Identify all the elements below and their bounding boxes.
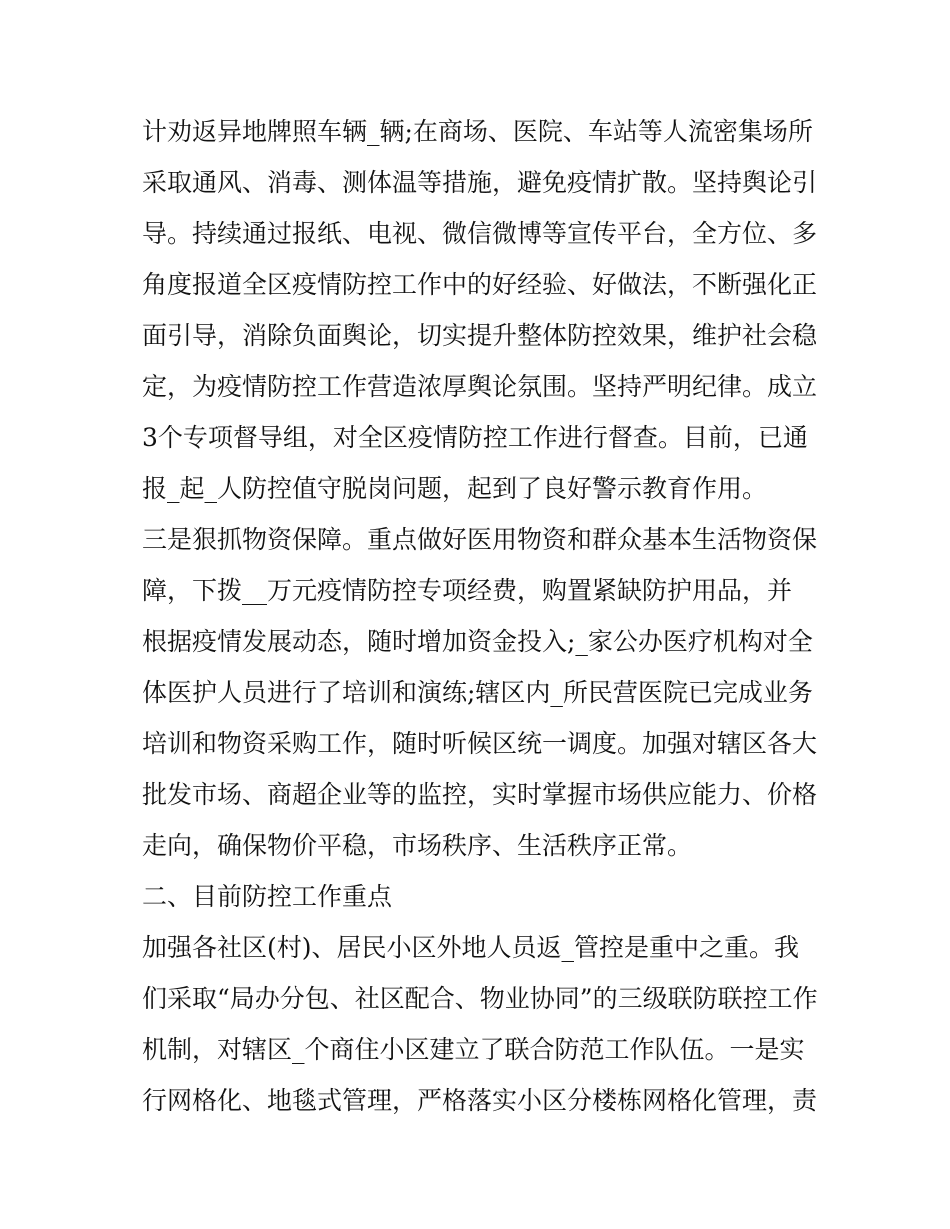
text-line: 导。持续通过报纸、电视、微信微博等宣传平台，全方位、多: [142, 219, 818, 248]
text-line: 根据疫情发展动态，随时增加资金投入;_家公办医疗机构对全: [142, 627, 813, 656]
text-line: 定，为疫情防控工作营造浓厚舆论氛围。坚持严明纪律。成立: [142, 372, 818, 401]
text-line: 培训和物资采购工作，随时听候区统一调度。加强对辖区各大: [142, 729, 818, 758]
text-line: 3个专项督导组，对全区疫情防控工作进行督查。目前，已通: [142, 423, 808, 452]
text-line: 三是狠抓物资保障。重点做好医用物资和群众基本生活物资保: [142, 525, 818, 554]
section-heading: 二、目前防控工作重点: [142, 882, 393, 911]
text-line: 报_起_人防控值守脱岗问题，起到了良好警示教育作用。: [142, 474, 768, 503]
text-line: 采取通风、消毒、测体温等措施，避免疫情扩散。坚持舆论引: [142, 168, 818, 197]
text-line: 障，下拨__万元疫情防控专项经费，购置紧缺防护用品，并: [142, 576, 793, 605]
text-line: 们采取“局办分包、社区配合、物业协同”的三级联防联控工作: [142, 984, 818, 1013]
text-line: 加强各社区(村)、居民小区外地人员返_管控是重中之重。我: [142, 933, 800, 962]
text-line: 走向，确保物价平稳，市场秩序、生活秩序正常。: [142, 831, 693, 860]
text-line: 批发市场、商超企业等的监控，实时掌握市场供应能力、价格: [142, 780, 818, 809]
body-text: [142, 106, 822, 1126]
text-line: 面引导，消除负面舆论，切实提升整体防控效果，维护社会稳: [142, 321, 818, 350]
text-line: 计劝返异地牌照车辆_辆;在商场、医院、车站等人流密集场所: [142, 117, 813, 146]
text-line: 体医护人员进行了培训和演练;辖区内_所民营医院已完成业务: [142, 678, 813, 707]
text-line: 机制，对辖区_个商住小区建立了联合防范工作队伍。一是实: [142, 1035, 805, 1064]
text-line: 角度报道全区疫情防控工作中的好经验、好做法，不断强化正: [142, 270, 818, 299]
text-line: 行网格化、地毯式管理，严格落实小区分楼栋网格化管理，责: [142, 1086, 818, 1115]
